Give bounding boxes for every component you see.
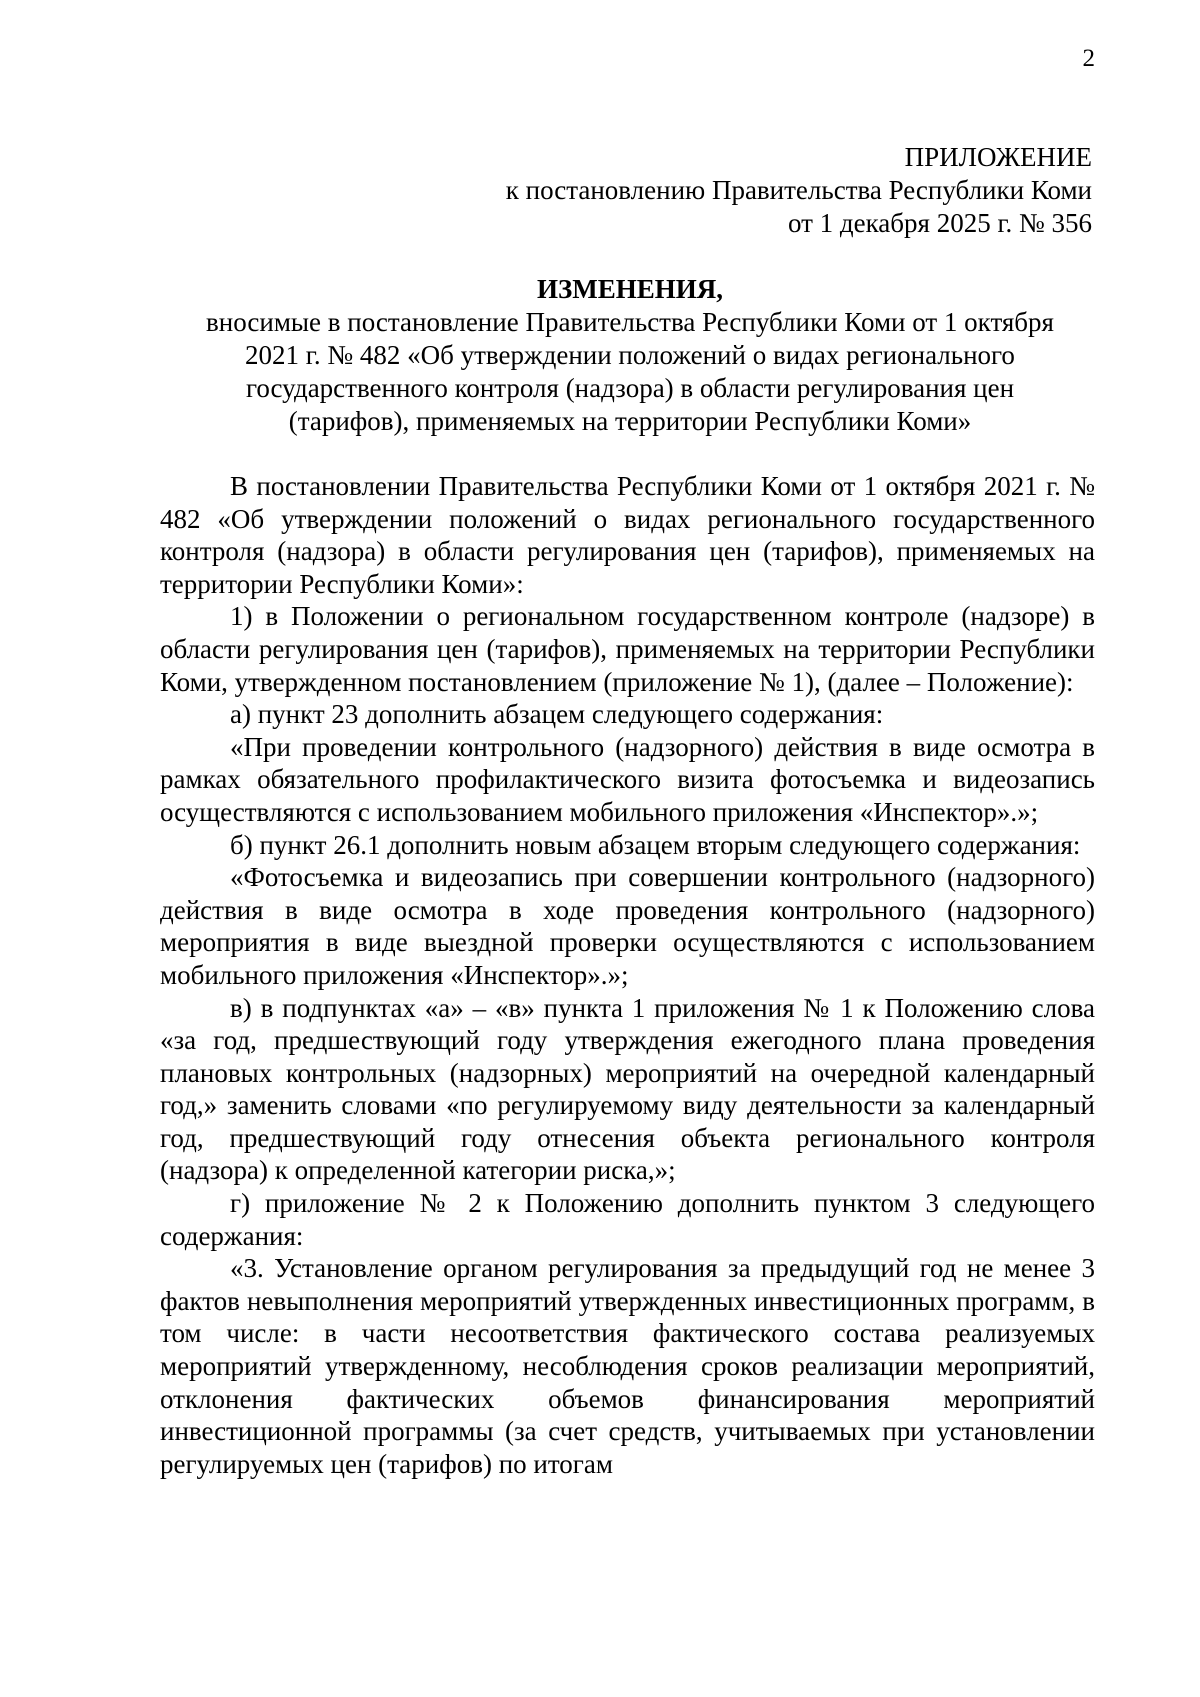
subtitle-line: государственного контроля (надзора) в области регулирования цен — [245, 373, 1015, 403]
title-heading: ИЗМЕНЕНИЯ, — [536, 274, 723, 304]
paragraph-intro: В постановлении Правительства Республики Коми от 1 октября 2021 г. № 482 «Об утверждении положений о видах регионального государственного контроля (надзора) в области регулирования цен (тарифов), применяемых на территории Республики Коми»: — [160, 471, 1095, 599]
paragraph-quote-b: «Фотосъемка и видеозапись при совершении контрольного (надзорного) действия в виде осмотра в ходе проведения контрольного (надзорного) мероприятия в виде выездной проверки осуществляются с использованием мобильного приложения «Инспектор».»; — [160, 862, 1095, 990]
title-subtitle — [160, 306, 1100, 438]
paragraph-quote-g: «3. Установление органом регулирования за предыдущий год не менее 3 фактов невыполнения мероприятий утвержденных инвестиционных программ, в том числе: в части несоответствия фактического состава реализуемых мероприятий утвержденному, несоблюдения сроков реализации мероприятий, отклонения фактических объемов финансирования мероприятий инвестиционной программы (за счет средств, учитываемых при установлении регулируемых цен (тарифов) по итогам — [160, 1253, 1095, 1479]
page-number: 2 — [1082, 45, 1095, 72]
subtitle-line: вносимые в постановление Правительства Республики Коми от 1 октября — [206, 307, 1054, 337]
appendix-label: ПРИЛОЖЕНИЕ — [904, 142, 1092, 172]
paragraph-item-a: а) пункт 23 дополнить абзацем следующего содержания: — [230, 699, 884, 730]
paragraph-item-b: б) пункт 26.1 дополнить новым абзацем вторым следующего содержания: — [230, 829, 1081, 860]
paragraph-item-g: г) приложение № 2 к Положению дополнить пунктом 3 следующего содержания: — [160, 1188, 1095, 1251]
subtitle-line: 2021 г. № 482 «Об утверждении положений о видах регионального — [245, 340, 1015, 370]
appendix-block — [506, 141, 1092, 240]
subtitle-line: (тарифов), применяемых на территории Республики Коми» — [288, 406, 972, 436]
document-body — [160, 470, 1095, 1480]
paragraph-item-v: в) в подпунктах «а» – «в» пункта 1 приложения № 1 к Положению слова «за год, предшествующий году утверждения ежегодного плана проведения плановых контрольных (надзорных) мероприятий на очередной календарный год,» заменить словами «по регулируемому виду деятельности за календарный год, предшествующий году отнесения объекта регионального контроля (надзора) к определенной категории риска,»; — [160, 992, 1095, 1186]
appendix-resolution-ref: к постановлению Правительства Республики Коми — [505, 175, 1092, 205]
paragraph-item-1: 1) в Положении о региональном государственном контроле (надзоре) в области регулирования цен (тарифов), применяемых на территории Республики Коми, утвержденном постановлением (приложение № 1), (далее – Положение): — [160, 601, 1095, 697]
document-title — [160, 273, 1100, 438]
paragraph-quote-a: «При проведении контрольного (надзорного) действия в виде осмотра в рамках обязательного профилактического визита фотосъемка и видеозапись осуществляются с использованием мобильного приложения «Инспектор».»; — [160, 731, 1095, 827]
appendix-date: от 1 декабря 2025 г. № 356 — [787, 208, 1092, 238]
